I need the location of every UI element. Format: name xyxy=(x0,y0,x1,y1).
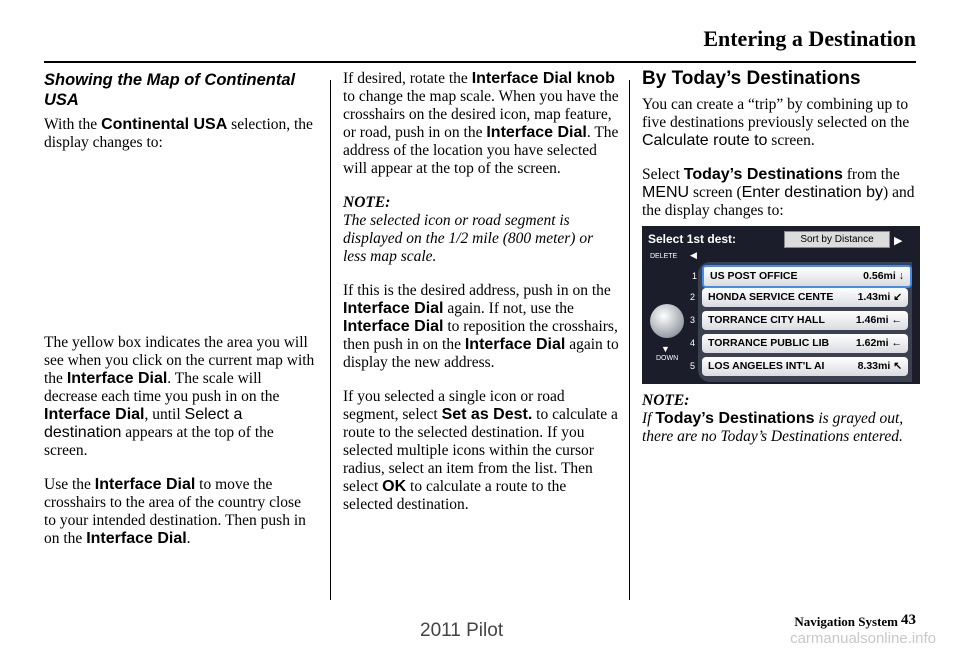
screen-title: Select 1st dest: xyxy=(648,232,737,246)
note: NOTE: The selected icon or road segment is displayed on the 1/2 mile (800 meter) or less map scale. xyxy=(343,194,594,265)
list-item[interactable]: 4 TORRANCE PUBLIC LIB 1.62mi ← xyxy=(702,334,908,353)
column-1 xyxy=(44,70,316,564)
column-2 xyxy=(343,70,619,530)
paragraph: If desired, rotate the Interface Dial knob to change the map scale. When you have the crosshairs on the desired icon, map feature, or road, push in on the Interface Dial. The address of the location you have selected will appear at the top of the screen. xyxy=(343,70,619,177)
paragraph: Select Today’s Destinations from the MENU screen (Enter destination by) and the display changes to: xyxy=(642,166,915,219)
site-watermark: carmanualsonline.info xyxy=(790,630,936,647)
image-placeholder xyxy=(44,168,316,334)
paragraph: You can create a “trip” by combining up to five destinations previously selected on the Calculate route to screen. xyxy=(642,96,910,149)
destination-list xyxy=(690,262,912,382)
footer-section: Navigation System xyxy=(794,614,898,629)
direction-arrow-icon: ← xyxy=(891,314,902,326)
page-number: 43 xyxy=(901,612,916,628)
sort-by-distance-button[interactable]: Sort by Distance xyxy=(784,231,890,248)
dial-knob-icon xyxy=(650,304,684,338)
note-label: NOTE: xyxy=(343,194,391,211)
paragraph: The yellow box indicates the area you will see when you click on the current map with the Interface Dial. The scale will decrease each time you push in on the Interface Dial, until Select a destination appears at the top of the screen. xyxy=(44,334,315,459)
down-label: DOWN xyxy=(656,355,679,362)
note: NOTE: If Today’s Destinations is grayed out, there are no Today’s Destinations entered. xyxy=(642,392,904,445)
section-heading: Showing the Map of Continental USA xyxy=(44,71,296,109)
paragraph: If this is the desired address, push in on the Interface Dial again. If not, use the Interface Dial to reposition the crosshairs, then push in on the Interface Dial again to display the new address. xyxy=(343,282,619,371)
list-item[interactable]: 2 HONDA SERVICE CENTE 1.43mi ↙ xyxy=(702,288,908,307)
arrow-right-icon[interactable]: ▶ xyxy=(894,235,903,247)
list-item[interactable]: 5 LOS ANGELES INT'L AI 8.33mi ↖ xyxy=(702,357,908,376)
column-3 xyxy=(642,70,918,462)
page-title: Entering a Destination xyxy=(703,26,916,51)
list-item[interactable]: 1 US POST OFFICE 0.56mi ↓ xyxy=(702,265,912,288)
column-divider xyxy=(629,80,630,600)
arrow-down-icon: ▼ xyxy=(661,344,670,354)
section-heading: By Today’s Destinations xyxy=(642,68,861,89)
arrow-left-icon[interactable]: ◀ xyxy=(690,250,697,260)
direction-arrow-icon: ↖ xyxy=(893,360,902,372)
paragraph: Use the Interface Dial to move the crosshairs to the area of the country close to your intended destination. Then push in on the Interface Dial. xyxy=(44,476,306,547)
list-item[interactable]: 3 TORRANCE CITY HALL 1.46mi ← xyxy=(702,311,908,330)
delete-button[interactable]: DELETE xyxy=(650,253,678,260)
header-rule xyxy=(44,61,916,63)
direction-arrow-icon: ↓ xyxy=(898,270,904,282)
direction-arrow-icon: ← xyxy=(891,337,902,349)
paragraph: If you selected a single icon or road segment, select Set as Dest. to calculate a route to the selected destination. If you selected multiple icons within the cursor radius, select an item from the list. Then select OK to calculate a route to the selected destination. xyxy=(343,388,618,513)
note-label: NOTE: xyxy=(642,392,690,409)
nav-screen xyxy=(642,226,920,384)
watermark: 2011 Pilot xyxy=(420,620,504,641)
column-divider xyxy=(330,80,331,600)
paragraph: With the Continental USA selection, the display changes to: xyxy=(44,116,313,151)
direction-arrow-icon: ↙ xyxy=(893,291,902,303)
